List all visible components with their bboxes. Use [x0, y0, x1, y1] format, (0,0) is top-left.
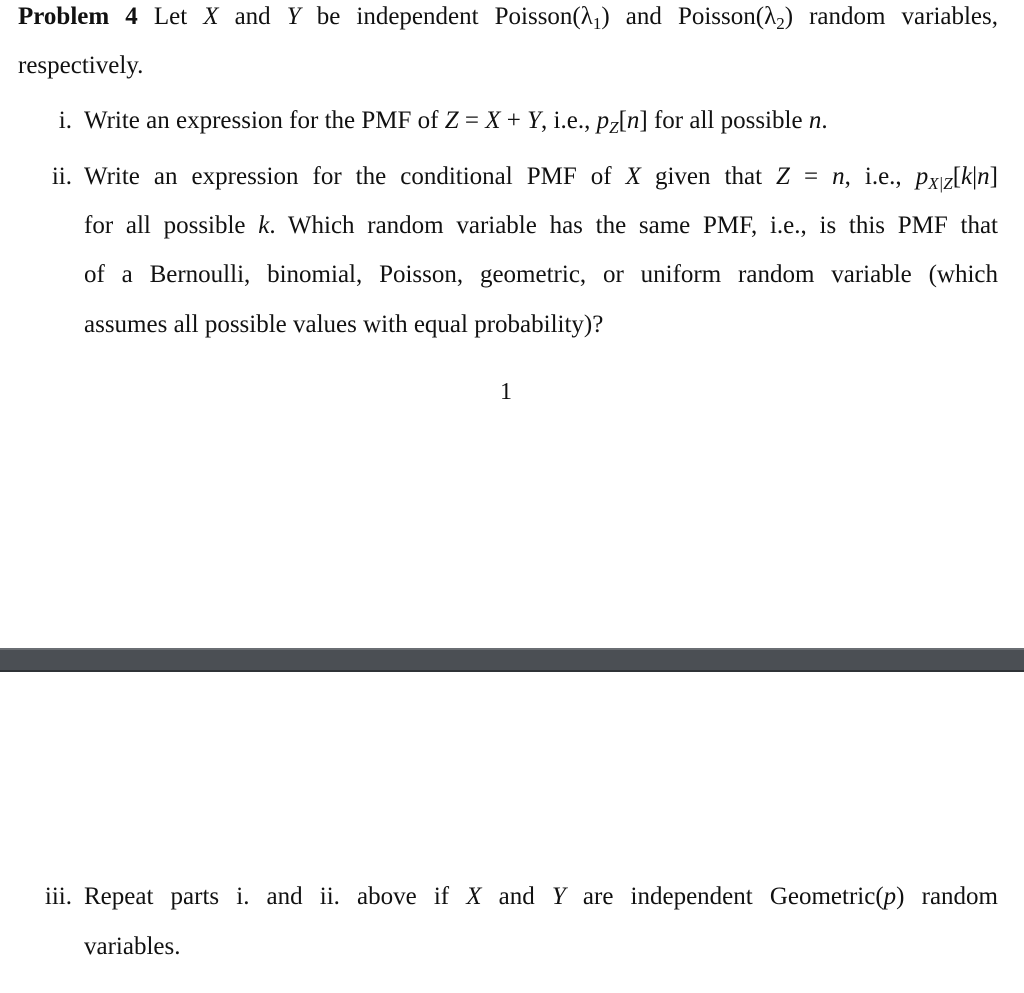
- page-number: 1: [500, 379, 512, 405]
- item-i-label: i.: [58, 107, 72, 134]
- item-ii-line-1: Write an expression for the conditional PMF of X given that Z = n, i.e., $p_{X|Z}[k|n]$: [84, 163, 998, 193]
- item-ii-line-3: of a Bernoulli, binomial, Poisson, geometric, or uniform random variable (which: [84, 261, 998, 288]
- item-i-text: Write an expression for the PMF of Z = X + Y, i.e., $p_Z[n]$ for all possible n.: [84, 107, 828, 137]
- page-break-divider: [0, 648, 1024, 672]
- item-iii-line-1: Repeat parts i. and ii. above if X and Y are independent Geometric(p) random: [84, 883, 998, 910]
- problem-statement-line-1: Problem 4 Let X and Y be independent $Poisson(\lambda_1)$ and $Poisson(\lambda_2)$ random variables,: [18, 3, 999, 33]
- item-ii-line-2: for all possible k. Which random variable has the same PMF, i.e., is this PMF that: [84, 212, 998, 239]
- problem-heading: Problem 4: [18, 3, 138, 30]
- item-ii-line-4: assumes all possible values with equal probability)?: [84, 311, 604, 338]
- item-ii-label: ii.: [51, 163, 72, 190]
- item-iii-line-2: variables.: [84, 933, 181, 960]
- problem-statement-line-2: respectively.: [18, 52, 144, 79]
- item-iii-label: iii.: [44, 883, 72, 910]
